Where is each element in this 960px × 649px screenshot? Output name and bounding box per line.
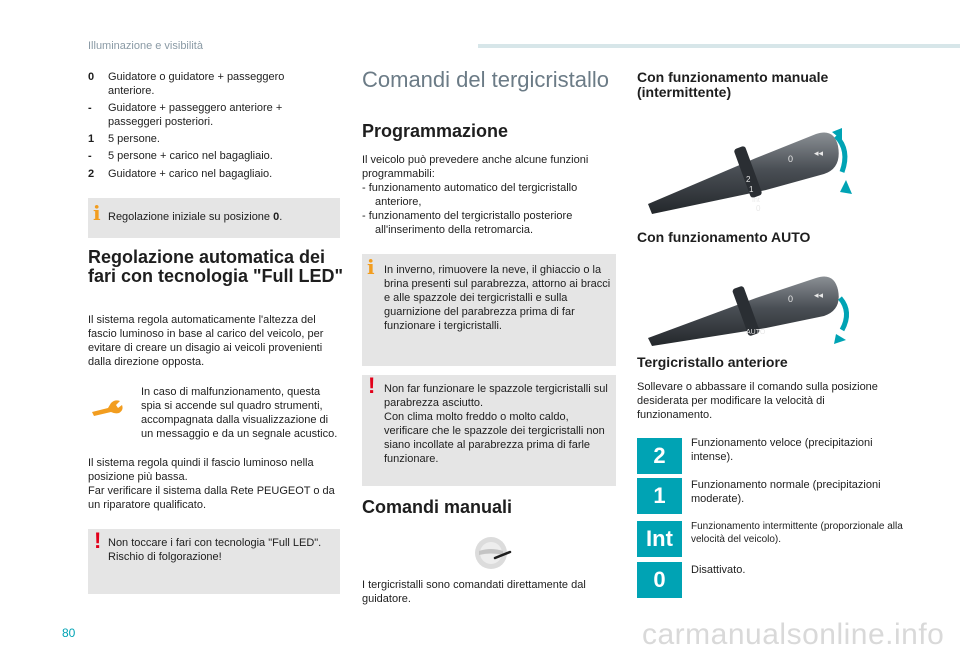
- svg-text:◂◂: ◂◂: [814, 148, 824, 158]
- info-icon: i: [93, 201, 101, 225]
- warning-icon: !: [368, 373, 376, 398]
- section-header: Illuminazione e visibilità: [88, 40, 203, 52]
- watermark: carmanualsonline.info: [642, 618, 945, 649]
- steering-wheel-icon: [473, 533, 513, 573]
- page-number: 80: [62, 626, 76, 640]
- speed-badge-int: Int: [637, 521, 682, 557]
- speed-description: Funzionamento normale (precipitazioni moderate).: [691, 479, 881, 505]
- stalk-label-2: 2: [746, 175, 751, 184]
- programming-item: - funzionamento del tergicristallo posteriore all'inserimento della retromarcia.: [362, 210, 573, 236]
- info-box-initial: i Regolazione iniziale su posizione 0.: [88, 198, 340, 238]
- headlamp-intro: Il sistema regola automaticamente l'altezza del fascio luminoso in base al carico del veicolo, per evitare di creare un disagio ai veicoli provenienti dalla direzione opposta.: [88, 314, 324, 368]
- speed-badge-0: 0: [637, 562, 682, 598]
- manual-mode-title: Con funzionamento manuale (intermittente): [637, 69, 829, 100]
- manual-title: Comandi manuali: [362, 497, 513, 517]
- stalk-label-int: Int: [752, 197, 760, 204]
- speed-badge-1: 1: [637, 478, 682, 514]
- auto-mode-title: Con funzionamento AUTO: [637, 229, 811, 245]
- wiper-stalk-auto-icon: [646, 264, 861, 346]
- warning-box-headlamp: ! Non toccare i fari con tecnologia "Full LED". Rischio di folgorazione!: [88, 529, 340, 594]
- front-wiper-title: Tergicristallo anteriore: [637, 354, 788, 370]
- section-title-headlamp: Regolazione automatica dei fari con tecnologia "Full LED": [88, 247, 344, 286]
- speed-badge-2: 2: [637, 438, 682, 474]
- stalk-label-auto: AUTO: [746, 329, 766, 336]
- info-text: Regolazione iniziale su posizione: [108, 211, 274, 223]
- wrench-icon: [90, 398, 126, 418]
- speed-description: Disattivato.: [691, 564, 746, 576]
- svg-text:0: 0: [788, 294, 794, 304]
- stalk-label-0: 0: [756, 204, 761, 213]
- speed-description: Funzionamento veloce (precipitazioni intense).: [691, 437, 873, 463]
- programming-title: Programmazione: [362, 121, 509, 141]
- info-box-winter: i In inverno, rimuovere la neve, il ghiaccio o la brina presenti sul parabrezza, attorno ai bracci e alle spazzole dei tergicristalli e sulla guarnizione del parabrezza prima di far funzionare i tergicristalli.: [362, 254, 616, 366]
- speed-description: Funzionamento intermittente (proporzionale alla velocità del veicolo).: [691, 521, 903, 545]
- info-icon: i: [367, 255, 375, 279]
- svg-text:◂◂: ◂◂: [814, 290, 824, 300]
- headlamp-follow-up: Il sistema regola quindi il fascio luminoso nella posizione più bassa. Far verificare il sistema dalla Rete PEUGEOT o da un riparatore qualificato.: [88, 457, 335, 511]
- wiper-title: Comandi del tergicristallo: [362, 67, 609, 92]
- malfunction-text: In caso di malfunzionamento, questa spia si accende sul quadro strumenti, accompagnata dalla visualizzazione di un messaggio e da un segnale acustico.: [141, 386, 338, 440]
- warning-icon: !: [94, 528, 102, 553]
- svg-text:0: 0: [788, 154, 794, 164]
- warning-box-wiper: ! Non far funzionare le spazzole tergicristalli sul parabrezza asciutto. Con clima molto freddo o molto caldo, verificare che le spazzole dei tergicristalli non siano incollate al parabrezza prima di farle funzionare.: [362, 375, 616, 486]
- programming-item: - funzionamento automatico del tergicristallo anteriore,: [362, 182, 578, 208]
- info-value: 0: [273, 211, 280, 223]
- wiper-stalk-manual-icon: [646, 116, 861, 216]
- stalk-label-1: 1: [749, 185, 754, 194]
- header-bar: [478, 44, 960, 48]
- programming-intro: Il veicolo può prevedere anche alcune funzioni programmabili:: [362, 154, 589, 180]
- front-wiper-text: Sollevare o abbassare il comando sulla posizione desiderata per modificare la velocità di funzionamento.: [637, 381, 878, 421]
- manual-text: I tergicristalli sono comandati direttamente dal guidatore.: [362, 579, 586, 605]
